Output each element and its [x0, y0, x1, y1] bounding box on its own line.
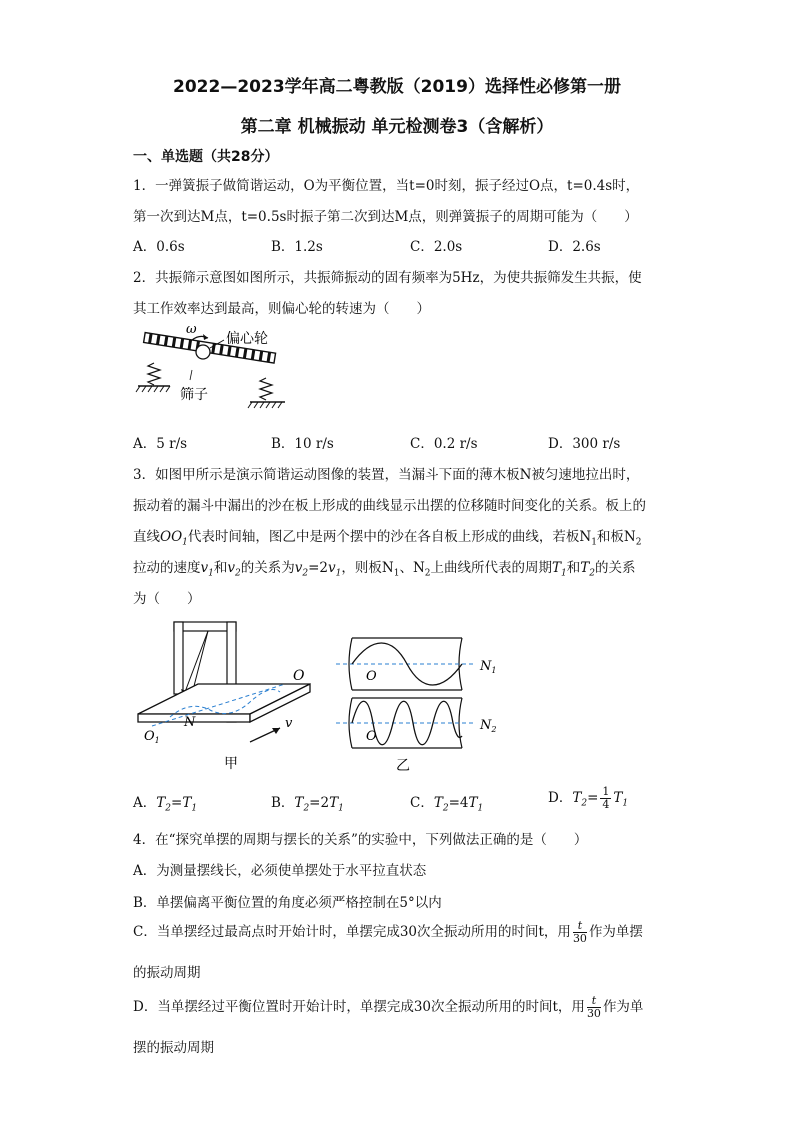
o1-label-jia: $O_1$: [144, 729, 160, 745]
wheel-label: 偏心轮: [226, 331, 268, 347]
q4-stem: 4．在“探究单摆的周期与摆长的关系”的实验中，下列做法正确的是（ ）: [133, 832, 588, 848]
q4-option-d-line-2: 摆的振动周期: [133, 1040, 214, 1056]
o-label-n2: O: [366, 729, 377, 744]
q4-option-b: B．单摆偏离平衡位置的角度必须严格控制在5°以内: [133, 895, 442, 911]
sieve-label: 筛子: [180, 387, 208, 403]
figure-label-yi: 乙: [396, 758, 410, 774]
n-label-jia: N: [184, 715, 196, 730]
fraction-t-over-30: $\frac{t}{30}$: [572, 919, 587, 945]
q3-option-d: D．$T_2=$ $\frac{1}{4}$ $T_1$: [548, 785, 629, 811]
q3-option-a: A．$T_2=T_1$: [133, 795, 198, 814]
q2-option-d: D．300 r/s: [548, 436, 621, 452]
omega-label: ω: [186, 322, 197, 337]
o-label-n1: O: [366, 669, 377, 684]
q2-option-b: B．10 r/s: [271, 436, 334, 452]
q2-option-c: C．0.2 r/s: [410, 436, 478, 452]
q3-line-5: 为（ ）: [133, 591, 201, 607]
figure-label-jia: 甲: [224, 756, 238, 772]
q1-option-d: D．2.6s: [548, 239, 601, 255]
q4-option-d-line-1: D．当单摆经过平衡位置时开始计时，单摆完成30次全振动所用的时间t，用 $\frac{t}{30}$ 作为单: [133, 994, 644, 1020]
q3-line-2: 振动着的漏斗中漏出的沙在板上形成的曲线显示出摆的位移随时间变化的关系。板上的: [133, 498, 646, 514]
sand-curve-figure-yi: [336, 636, 511, 776]
q1-option-c: C．2.0s: [410, 239, 463, 255]
q1-option-b: B．1.2s: [271, 239, 323, 255]
resonance-sieve-figure: [130, 318, 300, 418]
title-line-1: 2022—2023学年高二粤教版（2019）选择性必修第一册: [173, 77, 621, 97]
sand-pendulum-figure-jia: [130, 614, 330, 774]
q3-line-1: 3．如图甲所示是演示简谐运动图像的装置，当漏斗下面的薄木板N被匀速地拉出时，: [133, 467, 640, 483]
fraction-t-over-30: $\frac{t}{30}$: [586, 994, 601, 1020]
n1-label: $N_1$: [480, 659, 497, 675]
q2-option-a: A．5 r/s: [133, 436, 188, 452]
q3-option-b: B．$T_2=2T_1$: [271, 795, 344, 814]
q3-option-c: C．$T_2=4T_1$: [410, 795, 484, 814]
q1-option-a: A．0.6s: [133, 239, 185, 255]
q4-option-c-line-1: C．当单摆经过最高点时开始计时，单摆完成30次全振动所用的时间t，用 $\frac{t}{30}$ 作为单摆: [133, 919, 643, 945]
q1-line-2: 第一次到达M点，t=0.5s时振子第二次到达M点，则弹簧振子的周期可能为（ ）: [133, 209, 638, 225]
q1-line-1: 1．一弹簧振子做简谐运动，O为平衡位置，当t=0时刻，振子经过O点，t=0.4s时，: [133, 178, 640, 194]
q2-line-1: 2．共振筛示意图如图所示，共振筛振动的固有频率为5Hz，为使共振筛发生共振，使: [133, 270, 642, 286]
o-label-jia: O: [293, 668, 305, 684]
v-label: v: [285, 716, 293, 731]
q4-option-c-line-2: 的振动周期: [133, 965, 201, 981]
eccentric-wheel-icon: [196, 345, 210, 359]
q3-line-3: 直线$OO_1$代表时间轴，图乙中是两个摆中的沙在各自板上形成的曲线，若板$N_1$和板$N_2$: [133, 529, 642, 548]
n2-label: $N_2$: [480, 718, 497, 734]
section-title-single-choice: 一、单选题（共28分）: [133, 149, 279, 165]
title-line-2: 第二章 机械振动 单元检测卷3（含解析）: [240, 117, 554, 137]
q4-option-a: A．为测量摆线长，必须使单摆处于水平拉直状态: [133, 863, 427, 879]
q3-line-4: 拉动的速度$v_1$和$v_2$的关系为$v_2=2v_1$，则板$N_1$、$N_2$上曲线所代表的周期$T_1$和$T_2$的关系: [133, 560, 636, 579]
q2-line-2: 其工作效率达到最高，则偏心轮的转速为（ ）: [133, 301, 430, 317]
